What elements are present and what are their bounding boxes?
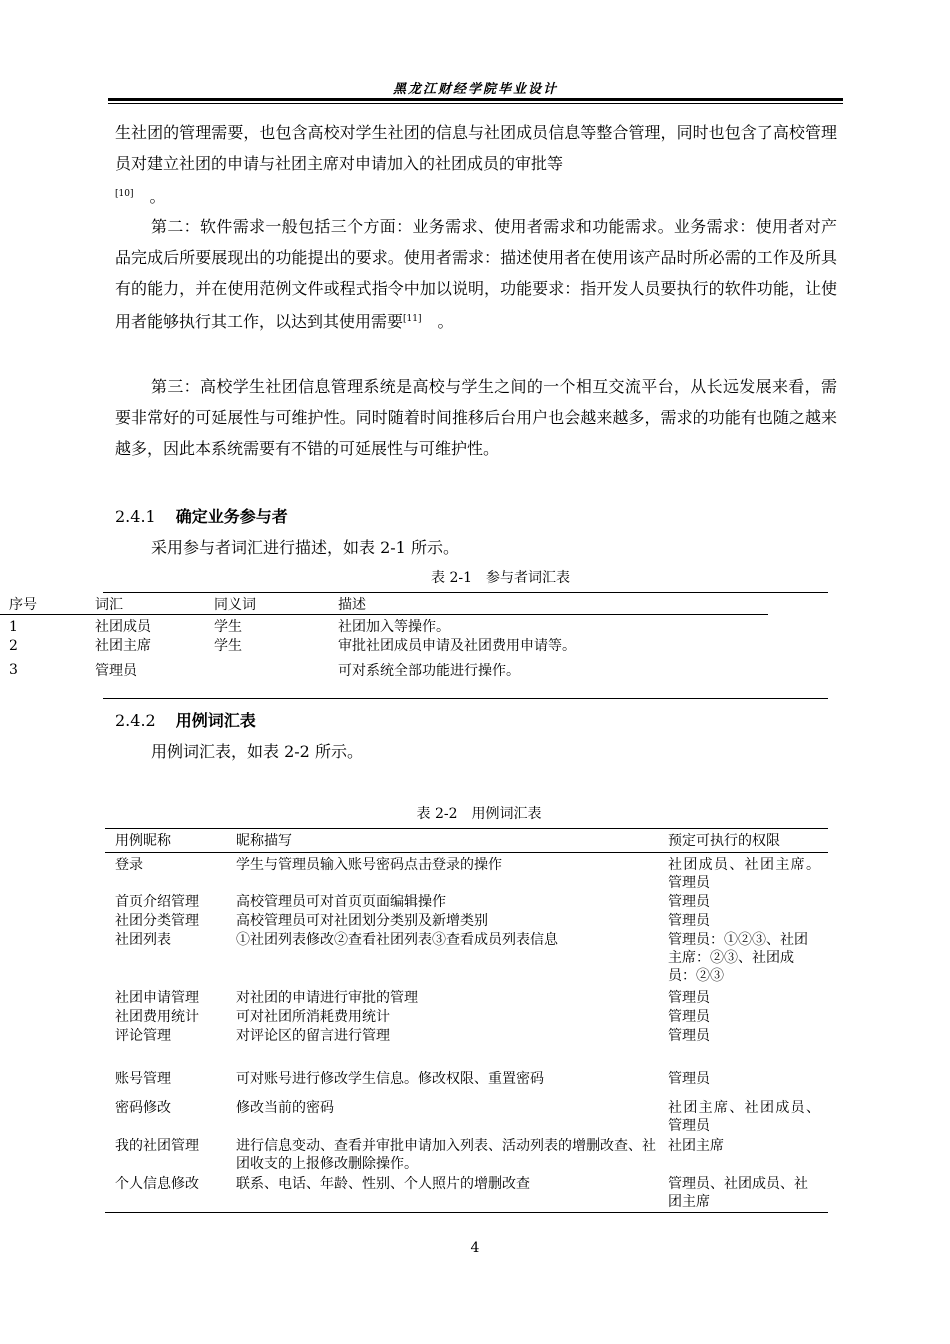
- section-title: 用例词汇表: [175, 711, 256, 730]
- header-rule-thick: [108, 98, 843, 101]
- table-cell: 进行信息变动、查看并审批申请加入列表、活动列表的增删改查、社团收支的上报修改删除操作。: [236, 1138, 656, 1172]
- table-cell: 管理员: [668, 1071, 710, 1087]
- table-1-header-cell: 同义词: [214, 597, 256, 613]
- table-cell: 可对账号进行修改学生信息。修改权限、重置密码: [236, 1071, 544, 1087]
- table-cell: 评论管理: [115, 1028, 171, 1044]
- table-cell: 管理员: [668, 894, 710, 910]
- page-number: 4: [470, 1240, 480, 1256]
- section-heading-2-4-2: [115, 708, 256, 731]
- table-cell: 对评论区的留言进行管理: [236, 1028, 390, 1044]
- table-1-header-cell: 词汇: [95, 597, 123, 613]
- table-cell: 管理员：①②③、社团主席：②③、社团成员：②③: [668, 932, 808, 984]
- table-cell: 社团成员、社团主席。管理员: [668, 857, 820, 891]
- section-2-4-2-intro: 用例词汇表，如表 2-2 所示。: [151, 742, 363, 761]
- table-cell: 社团费用统计: [115, 1009, 199, 1025]
- table-cell: 联系、电话、年龄、性别、个人照片的增删改查: [236, 1176, 530, 1192]
- table-1-bottom-rule: [103, 698, 828, 699]
- table-2-header-cell: 昵称描写: [236, 833, 292, 849]
- table-cell: 管理员: [668, 1028, 710, 1044]
- table-1-top-rule: [103, 592, 828, 593]
- citation-10: [10]: [115, 189, 134, 199]
- table-cell: 社团列表: [115, 932, 171, 948]
- table-1-caption: 表 2-1 参与者词汇表: [431, 570, 570, 586]
- table-cell: 登录: [115, 857, 143, 873]
- citation-11: [11]: [403, 314, 422, 324]
- table-cell: 学生与管理员输入账号密码点击登录的操作: [236, 857, 502, 873]
- paragraph-2-end: 。: [437, 312, 454, 331]
- table-cell: 高校管理员可对首页页面编辑操作: [236, 894, 446, 910]
- table-2-header-rule: [105, 852, 828, 853]
- table-cell: 修改当前的密码: [236, 1100, 334, 1116]
- paragraph-3: [115, 371, 837, 464]
- header-rule-thin: [108, 103, 843, 104]
- table-cell: 社团加入等操作。: [338, 619, 450, 635]
- table-cell: 可对社团所消耗费用统计: [236, 1009, 390, 1025]
- table-cell: 社团成员: [95, 619, 151, 635]
- table-cell: 社团主席: [668, 1138, 724, 1154]
- paragraph-3-text: 第三：高校学生社团信息管理系统是高校与学生之间的一个相互交流平台，从长远发展来看，需要非常好的可延展性与可维护性。同时随着时间推移后台用户也会越来越多，需求的功能有也随之越来越多，因此本系统需要有不错的可延展性与可维护性。: [115, 377, 837, 458]
- table-cell: 2: [9, 638, 18, 654]
- table-cell: 学生: [214, 638, 242, 654]
- table-2-header-cell: 预定可执行的权限: [668, 833, 780, 849]
- paragraph-2: [115, 211, 837, 337]
- table-2-top-rule: [105, 828, 828, 829]
- table-cell: 社团主席: [95, 638, 151, 654]
- table-cell: ①社团列表修改②查看社团列表③查看成员列表信息: [236, 932, 558, 948]
- table-cell: 我的社团管理: [115, 1138, 199, 1154]
- table-cell: 社团分类管理: [115, 913, 199, 929]
- table-cell: 可对系统全部功能进行操作。: [338, 663, 520, 679]
- section-2-4-1-intro: 采用参与者词汇进行描述，如表 2-1 所示。: [151, 538, 459, 557]
- table-cell: 审批社团成员申请及社团费用申请等。: [338, 638, 576, 654]
- table-cell: 社团申请管理: [115, 990, 199, 1006]
- table-cell: 密码修改: [115, 1100, 171, 1116]
- table-cell: 管理员: [668, 1009, 710, 1025]
- table-cell: 账号管理: [115, 1071, 171, 1087]
- table-cell: 个人信息修改: [115, 1176, 199, 1192]
- table-cell: 管理员: [668, 913, 710, 929]
- section-title: 确定业务参与者: [175, 507, 288, 526]
- paragraph-1: [115, 117, 837, 212]
- table-2-header-cell: 用例昵称: [115, 833, 171, 849]
- running-header: 黑龙江财经学院毕业设计: [392, 82, 558, 97]
- table-cell: 社团主席、社团成员、管理员: [668, 1100, 820, 1134]
- table-2-bottom-rule: [105, 1212, 828, 1213]
- table-cell: 对社团的申请进行审批的管理: [236, 990, 418, 1006]
- paragraph-1-text: 生社团的管理需要，也包含高校对学生社团的信息与社团成员信息等整合管理，同时也包含了高校管理员对建立社团的申请与社团主席对申请加入的社团成员的审批等: [115, 123, 837, 173]
- table-cell: 高校管理员可对社团划分类别及新增类别: [236, 913, 488, 929]
- table-cell: 3: [9, 662, 18, 678]
- section-number: 2.4.1: [115, 507, 156, 526]
- table-cell: 管理员: [95, 663, 137, 679]
- table-cell: 1: [9, 619, 18, 635]
- table-1-header-cell: 序号: [9, 597, 37, 613]
- table-cell: 学生: [214, 619, 242, 635]
- table-cell: 首页介绍管理: [115, 894, 199, 910]
- table-2-caption: 表 2-2 用例词汇表: [416, 806, 542, 822]
- paragraph-1-end: 。: [149, 187, 166, 206]
- table-cell: 管理员、社团成员、社团主席: [668, 1176, 808, 1210]
- section-heading-2-4-1: [115, 504, 288, 527]
- table-cell: 管理员: [668, 990, 710, 1006]
- section-number: 2.4.2: [115, 711, 156, 730]
- table-1-header-cell: 描述: [338, 597, 366, 613]
- table-1-header-rule: [0, 614, 768, 615]
- paragraph-2-text: 第二：软件需求一般包括三个方面：业务需求、使用者需求和功能需求。业务需求：使用者对产品完成后所要展现出的功能提出的要求。使用者需求：描述使用者在使用该产品时所必需的工作及所具有的能力，并在使用范例文件或程式指令中加以说明，功能要求：指开发人员要执行的软件功能，让使用者能够执行其工作，以达到其使用需要: [115, 217, 837, 331]
